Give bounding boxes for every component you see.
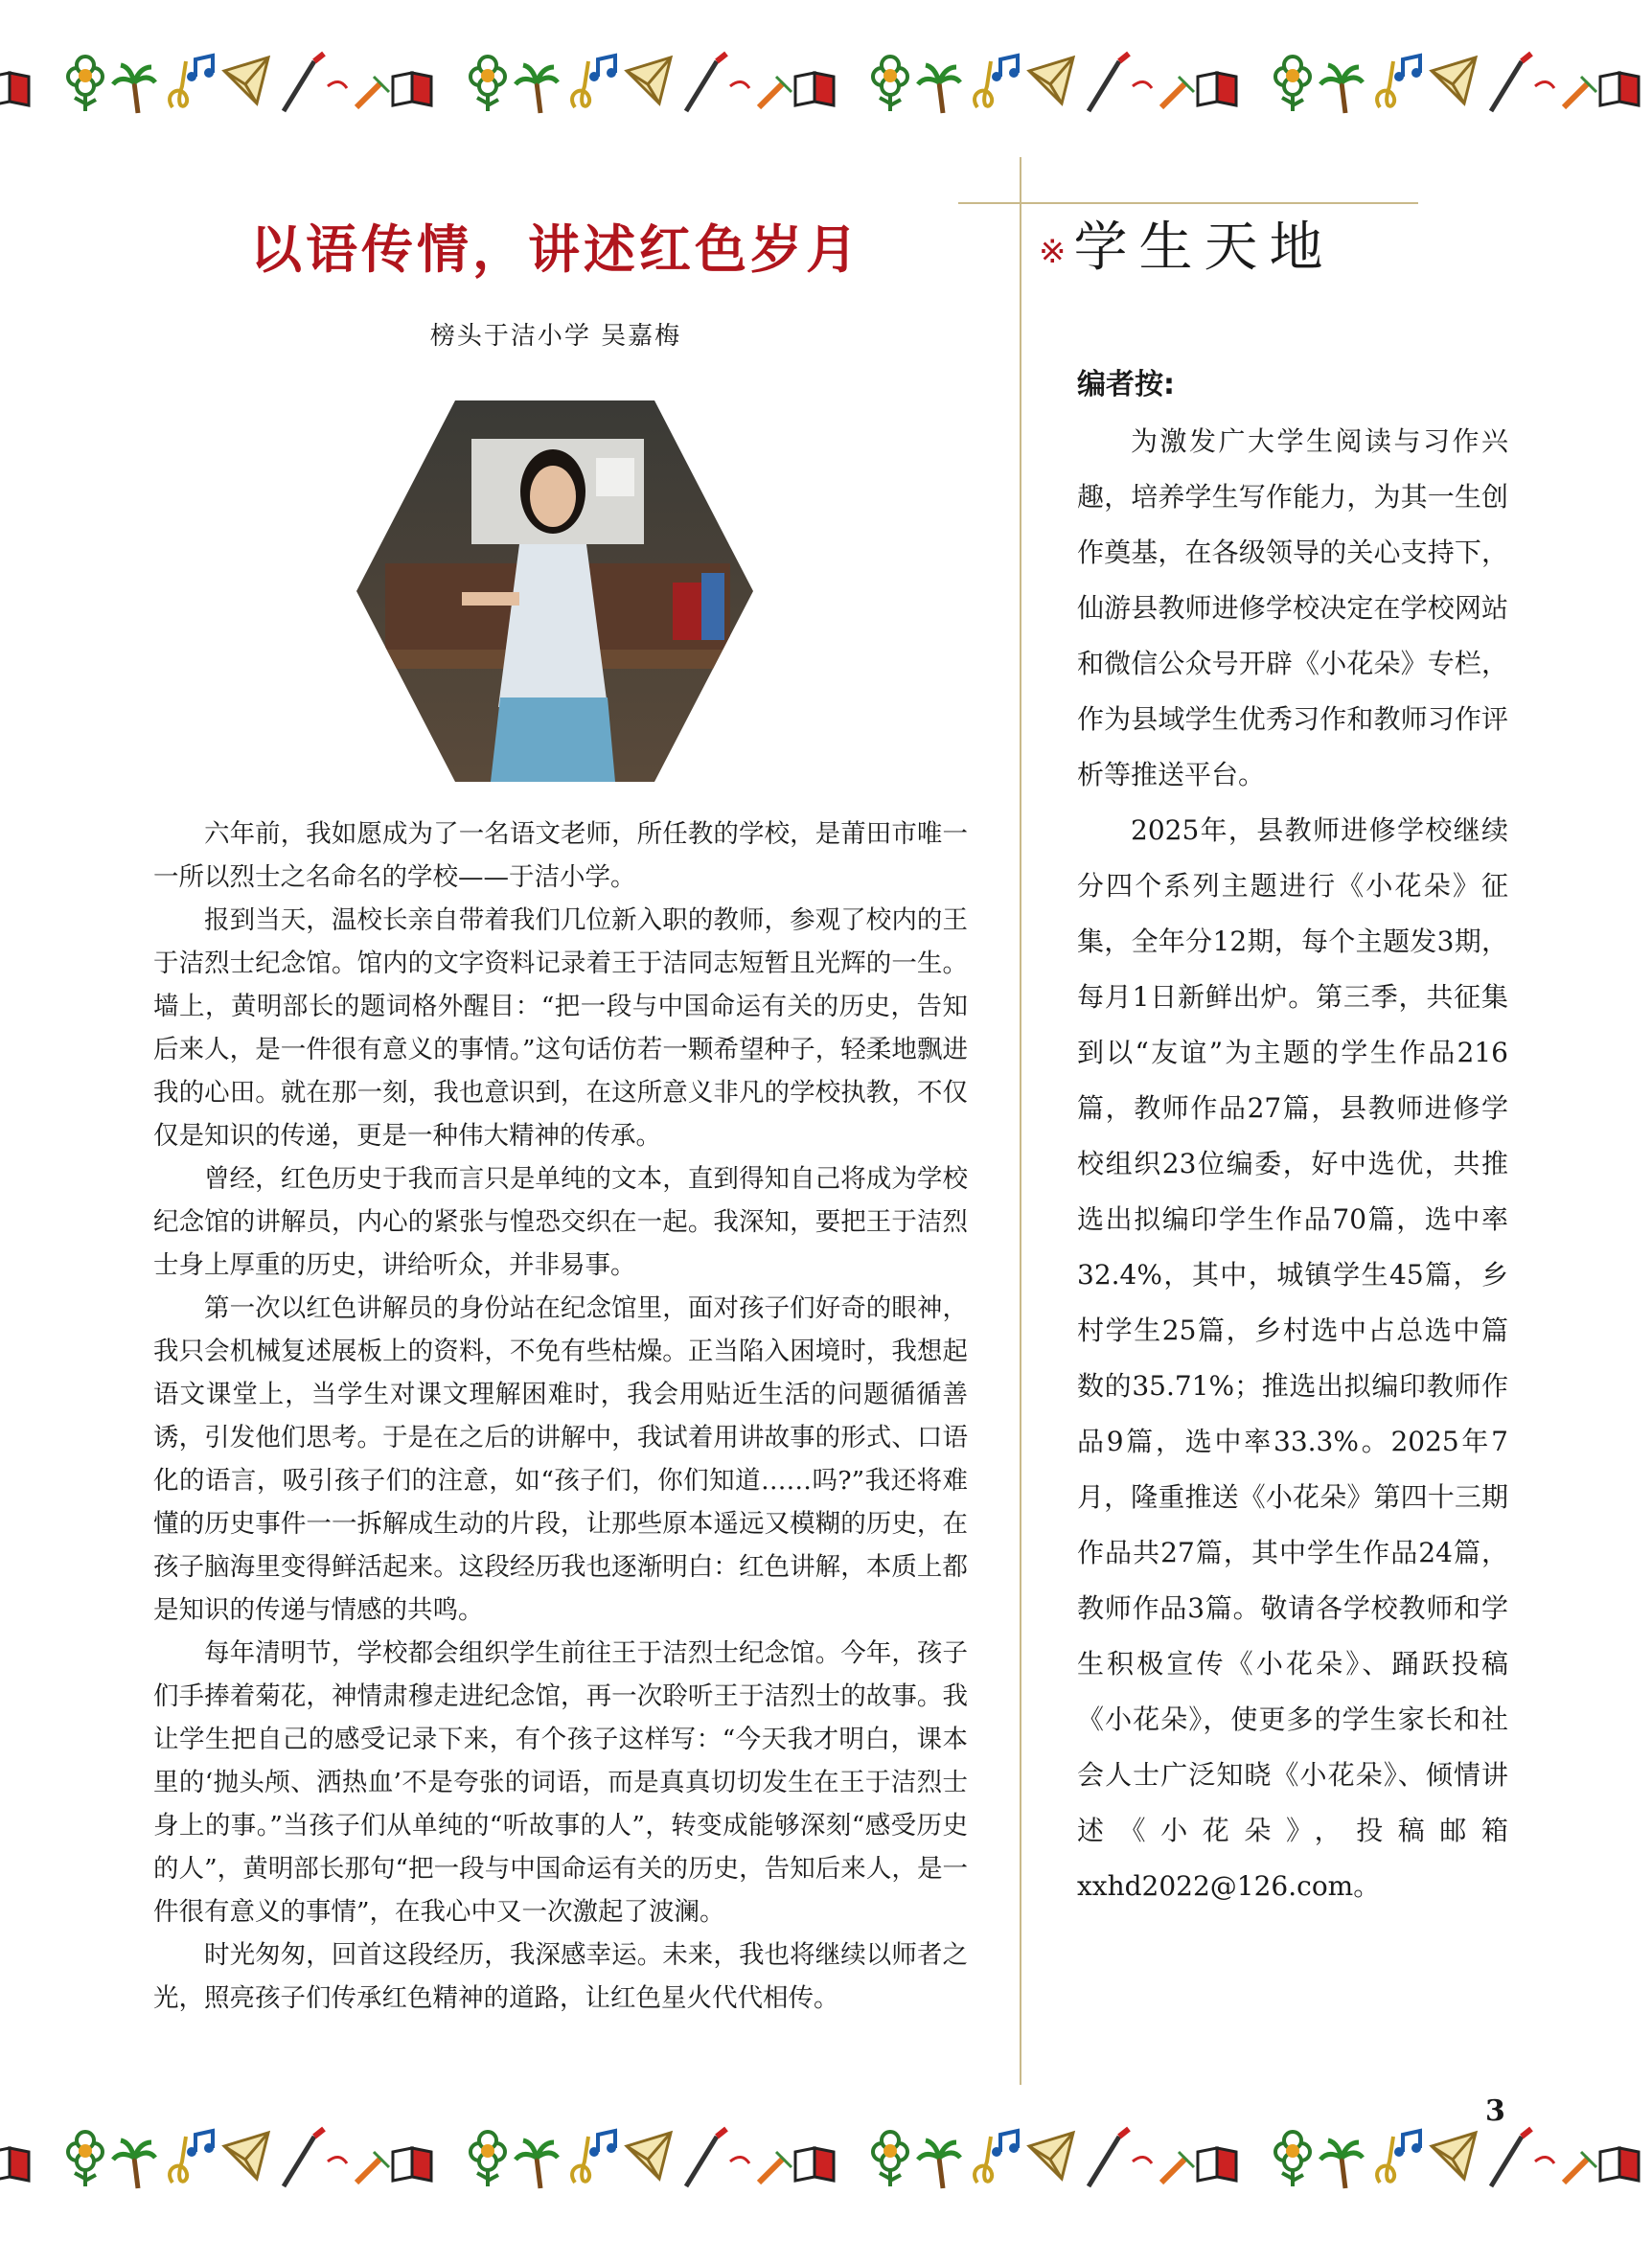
article-paragraph: 六年前，我如愿成为了一名语文老师，所任教的学校，是莆田市唯一一所以烈士之名命名的学校——于洁小学。 xyxy=(153,819,968,892)
article-body xyxy=(153,812,968,2020)
column-divider xyxy=(1020,157,1021,2085)
article-paragraph: 报到当天，温校长亲自带着我们几位新入职的教师，参观了校内的王于洁烈士纪念馆。馆内的文字资料记录着王于洁同志短暂且光辉的一生。墙上，黄明部长的题词格外醒目：“把一段与中国命运有关的历史，告知后来人，是一件很有意义的事情。”这句话仿若一颗希望种子，轻柔地飘进我的心田。就在那一刻，我也意识到，在这所意义非凡的学校执教，不仅仅是知识的传递，更是一种伟大精神的传承。 xyxy=(153,905,968,1151)
article-paragraph: 时光匆匆，回首这段经历，我深感幸运。未来，我也将继续以师者之光，照亮孩子们传承红色精神的道路，让红色星火代代相传。 xyxy=(153,1940,968,2013)
article-title: 以语传情，讲述红色岁月 xyxy=(250,218,861,280)
page-number: 3 xyxy=(1485,2094,1505,2128)
article-paragraph: 曾经，红色历史于我而言只是单纯的文本，直到得知自己将成为学校纪念馆的讲解员，内心的紧张与惶恐交织在一起。我深知，要把王于洁烈士身上厚重的历史，讲给听众，并非易事。 xyxy=(153,1164,968,1280)
editor-paragraph: 2025年，县教师进修学校继续分四个系列主题进行《小花朵》征集，全年分12期，每个主题发3期，每月1日新鲜出炉。第三季，共征集到以“友谊”为主题的学生作品216篇，教师作品27篇，县教师进修学校组织23位编委，好中选优，共推选出拟编印学生作品70篇，选中率32.4%，其中，城镇学生45篇，乡村学生25篇，乡村选中占总选中篇数的35.71%；推选出拟编印教师作品9篇，选中率33.3%。2025年7月，隆重推送《小花朵》第四十三期作品共27篇，其中学生作品24篇，教师作品3篇。敬请各学校教师和学生积极宣传《小花朵》、踊跃投稿《小花朵》，使更多的学生家长和社会人士广泛知晓《小花朵》、倾情讲述《小花朵》，投稿邮箱xxhd2022@126.com。 xyxy=(1077,814,1508,1902)
editor-note-body xyxy=(1077,414,1508,1914)
editor-paragraph: 为激发广大学生阅读与习作兴趣，培养学生写作能力，为其一生创作奠基，在各级领导的关心支持下，仙游县教师进修学校决定在学校网站和微信公众号开辟《小花朵》专栏，作为县域学生优秀习作和教师习作评析等推送平台。 xyxy=(1077,425,1508,790)
article-paragraph: 每年清明节，学校都会组织学生前往王于洁烈士纪念馆。今年，孩子们手捧着菊花，神情肃穆走进纪念馆，再一次聆听王于洁烈士的故事。我让学生把自己的感受记录下来，有个孩子这样写：“今天我才明白，课本里的‘抛头颅、洒热血’不是夸张的词语，而是真真切切发生在王于洁烈士身上的事。”当孩子们从单纯的“听故事的人”，转变成能够深刻“感受历史的人”，黄明部长那句“把一段与中国命运有关的历史，告知后来人，是一件很有意义的事情”，在我心中又一次激起了波澜。 xyxy=(153,1638,968,1927)
article-author: 榜头于洁小学 吴嘉梅 xyxy=(429,322,682,351)
section-title-text: 学生天地 xyxy=(1073,217,1335,279)
section-title xyxy=(1039,205,1403,282)
decorative-border-bottom xyxy=(0,2104,1652,2196)
header-divider xyxy=(958,202,1418,204)
decorative-border-top xyxy=(0,42,1652,134)
section-mark: ※ xyxy=(1039,232,1067,271)
author-photo xyxy=(356,400,753,782)
editor-note-label: 编者按: xyxy=(1077,368,1175,401)
article-paragraph: 第一次以红色讲解员的身份站在纪念馆里，面对孩子们好奇的眼神，我只会机械复述展板上的资料，不免有些枯燥。正当陷入困境时，我想起语文课堂上，当学生对课文理解困难时，我会用贴近生活的问题循循善诱，引发他们思考。于是在之后的讲解中，我试着用讲故事的形式、口语化的语言，吸引孩子们的注意，如“孩子们，你们知道……吗?”我还将难懂的历史事件一一拆解成生动的片段，让那些原本遥远又模糊的历史，在孩子脑海里变得鲜活起来。这段经历我也逐渐明白：红色讲解，本质上都是知识的传递与情感的共鸣。 xyxy=(153,1293,968,1625)
